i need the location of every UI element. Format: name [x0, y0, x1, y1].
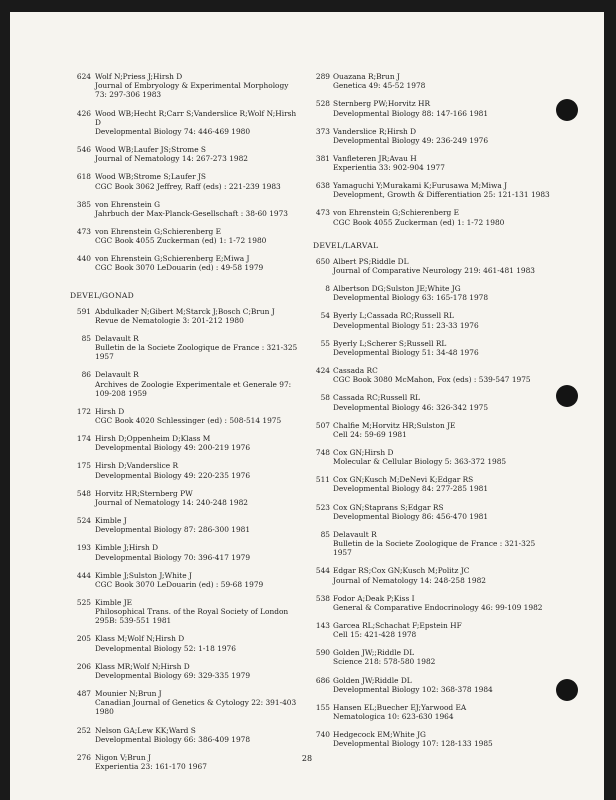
reference-entry	[313, 730, 553, 748]
reference-authors: Delavault R	[95, 333, 139, 343]
reference-citation: Developmental Biology 49: 200-219 1976	[95, 443, 251, 453]
reference-citation: Cell 24: 59-69 1981	[333, 429, 407, 439]
reference-citation: Development, Growth & Differentiation 25: 121-131 1983	[333, 190, 550, 200]
reference-authors: Ouazana R;Brun J	[333, 72, 400, 81]
reference-number: 624	[76, 72, 91, 81]
reference-number: 591	[76, 306, 91, 316]
reference-entry	[313, 154, 553, 172]
reference-number: 155	[315, 702, 330, 712]
reference-entry	[313, 475, 553, 493]
reference-number: 172	[76, 406, 91, 416]
reference-citation: Developmental Biology 86: 456-470 1981	[333, 511, 489, 521]
reference-citation: CGC Book 3080 McMahon, Fox (eds) : 539-547 1975	[333, 375, 531, 385]
reference-number: 487	[76, 689, 91, 699]
reference-citation: Experientia 23: 161-170 1967	[95, 762, 207, 772]
reference-citation: Journal of Comparative Neurology 219: 461-481 1983	[333, 266, 536, 276]
reference-authors: von Ehrenstein G	[95, 199, 161, 209]
reference-authors: Byerly L;Scherer S;Russell RL	[333, 338, 447, 348]
reference-citation: Experientia 33: 902-904 1977	[333, 163, 445, 173]
left-column	[70, 72, 302, 780]
reference-number: 524	[76, 516, 91, 526]
reference-citation: Cell 15: 421-428 1978	[333, 630, 417, 640]
reference-authors: Hirsh D	[95, 406, 125, 416]
reference-citation: Developmental Biology 102: 368-378 1984	[333, 684, 493, 694]
reference-authors: Hansen EL;Buecher EJ;Yarwood EA	[333, 702, 467, 712]
reference-entry	[70, 461, 302, 479]
reference-authors: Cassada RC;Russell RL	[333, 393, 421, 403]
reference-number: 507	[315, 420, 330, 430]
reference-authors: Chalfie M;Horvitz HR;Sulston JE	[333, 420, 456, 430]
reference-citation: Genetica 49: 45-52 1978	[333, 81, 426, 91]
reference-citation: Journal of Nematology 14: 267-273 1982	[95, 154, 248, 164]
reference-authors: Wood WB;Strome S;Laufer JS	[95, 172, 206, 182]
reference-authors: Albert PS;Riddle DL	[333, 256, 409, 266]
reference-number: 385	[76, 199, 91, 209]
reference-citation: Journal of Embryology & Experimental Morphology 73: 297-306 1983	[95, 81, 289, 100]
reference-number: 58	[320, 393, 330, 403]
reference-citation: Developmental Biology 74: 446-469 1980	[95, 126, 251, 136]
reference-entry	[313, 72, 553, 90]
reference-citation: Bulletin de la Societe Zoologique de France : 321-325 1957	[333, 539, 536, 558]
reference-citation: CGC Book 4055 Zuckerman (ed) 1: 1-72 1980	[333, 217, 505, 227]
binder-hole	[556, 679, 578, 701]
reference-entry	[70, 200, 302, 218]
reference-citation: Revue de Nematologie 3: 201-212 1980	[95, 315, 244, 325]
reference-number: 381	[315, 153, 330, 163]
reference-citation: Developmental Biology 49: 220-235 1976	[95, 470, 251, 480]
reference-number: 618	[76, 172, 91, 182]
reference-number: 650	[315, 256, 330, 266]
section-heading-devel-larval: DEVEL/LARVAL	[313, 240, 379, 250]
reference-entry	[313, 127, 553, 145]
reference-authors: Hedgecock EM;White JG	[333, 730, 426, 740]
reference-entry	[70, 109, 302, 137]
reference-entry	[313, 566, 553, 584]
reference-authors: Wolf N;Priess J;Hirsh D	[95, 72, 183, 81]
reference-number: 511	[315, 475, 330, 485]
reference-number: 638	[315, 181, 330, 191]
reference-number: 426	[76, 108, 91, 118]
reference-authors: Kimble J	[95, 516, 127, 526]
reference-number: 276	[76, 752, 91, 762]
reference-number: 544	[315, 566, 330, 576]
reference-entry	[70, 407, 302, 425]
reference-citation: Developmental Biology 87: 286-300 1981	[95, 525, 251, 535]
reference-entry	[313, 676, 553, 694]
reference-number: 748	[315, 447, 330, 457]
reference-entry	[313, 284, 553, 302]
reference-number: 175	[76, 461, 91, 471]
reference-authors: Delavault R	[95, 370, 139, 380]
reference-authors: Klass MR;Wolf N;Hirsh D	[95, 661, 190, 671]
reference-authors: Golden JW;Riddle DL	[333, 675, 412, 685]
reference-authors: Kimble JE	[95, 597, 133, 607]
reference-authors: Horvitz HR;Sternberg PW	[95, 488, 193, 498]
reference-number: 85	[320, 529, 330, 539]
reference-citation: CGC Book 4020 Schlessinger (ed) : 508-514 1975	[95, 416, 282, 426]
reference-number: 473	[76, 226, 91, 236]
reference-number: 85	[81, 333, 91, 343]
reference-number: 546	[76, 145, 91, 154]
reference-citation: Developmental Biology 107: 128-133 1985	[333, 739, 493, 749]
reference-number: 86	[81, 370, 91, 380]
reference-citation: CGC Book 4055 Zuckerman (ed) 1: 1-72 1980	[95, 236, 267, 246]
reference-entry	[313, 181, 553, 199]
reference-citation: Archives de Zoologie Experimentale et Generale 97: 109-208 1959	[95, 379, 292, 398]
reference-number: 440	[76, 254, 91, 264]
reference-citation: Bulletin de la Societe Zoologique de France : 321-325 1957	[95, 343, 298, 362]
reference-authors: Edgar RS;Cox GN;Kusch M;Politz JC	[333, 566, 470, 576]
reference-authors: Golden JW;;Riddle DL	[333, 648, 415, 658]
reference-entry	[70, 307, 302, 325]
reference-citation: Jahrbuch der Max-Planck-Gesellschaft : 38-60 1973	[95, 208, 289, 218]
page-number: 28	[301, 754, 313, 763]
reference-authors: Vanderslice R;Hirsh D	[333, 126, 417, 136]
reference-number: 289	[315, 72, 330, 81]
reference-citation: General & Comparative Endocrinology 46: 99-109 1982	[333, 602, 543, 612]
reference-citation: Developmental Biology 66: 386-409 1978	[95, 734, 251, 744]
right-column	[313, 72, 553, 757]
reference-citation: Nematologica 10: 623-630 1964	[333, 712, 454, 722]
reference-number: 523	[315, 502, 330, 512]
reference-number: 143	[315, 620, 330, 630]
reference-citation: Developmental Biology 88: 147-166 1981	[333, 108, 489, 118]
reference-entry	[70, 543, 302, 561]
reference-number: 528	[315, 99, 330, 109]
reference-number: 590	[315, 648, 330, 658]
reference-number: 525	[76, 597, 91, 607]
reference-authors: Albertson DG;Sulston JE;White JG	[333, 284, 461, 294]
reference-number: 373	[315, 126, 330, 136]
reference-authors: Kimble J;Hirsh D	[95, 543, 159, 553]
reference-entry	[70, 571, 302, 589]
reference-authors: Cox GN;Staprans S;Edgar RS	[333, 502, 444, 512]
reference-entry	[313, 621, 553, 639]
reference-authors: Byerly L;Cassada RC;Russell RL	[333, 311, 454, 321]
reference-entry	[313, 208, 553, 226]
reference-entry	[313, 393, 553, 411]
reference-number: 424	[315, 366, 330, 376]
reference-citation: Developmental Biology 63: 165-178 1978	[333, 293, 489, 303]
reference-entry	[313, 99, 553, 117]
reference-citation: Developmental Biology 84: 277-285 1981	[333, 484, 489, 494]
reference-authors: Nelson GA;Lew KK;Ward S	[95, 725, 196, 735]
reference-authors: Fodor A;Deak P;Kiss I	[333, 593, 415, 603]
reference-entry	[70, 489, 302, 507]
reference-authors: Hirsh D;Vanderslice R	[95, 461, 179, 471]
reference-number: 444	[76, 570, 91, 580]
left-entries-section	[70, 307, 302, 772]
right-entries-section	[313, 257, 553, 749]
reference-citation: Developmental Biology 51: 23-33 1976	[333, 320, 479, 330]
reference-entry	[70, 72, 302, 100]
reference-number: 740	[315, 730, 330, 740]
reference-number: 54	[320, 311, 330, 321]
reference-entry	[70, 254, 302, 272]
reference-entry	[313, 257, 553, 275]
reference-authors: Garcea RL;Schachat F;Epstein HF	[333, 620, 462, 630]
reference-number: 55	[320, 338, 330, 348]
reference-authors: Cox GN;Kusch M;DeNevi K;Edgar RS	[333, 475, 474, 485]
reference-authors: Klass M;Wolf N;Hirsh D	[95, 634, 185, 644]
reference-authors: von Ehrenstein G;Schierenberg E;Miwa J	[95, 254, 250, 264]
reference-entry	[70, 145, 302, 163]
reference-authors: Yamaguchi Y;Murakami K;Furusawa M;Miwa J	[333, 181, 508, 191]
reference-number: 473	[315, 208, 330, 218]
reference-entry	[70, 227, 302, 245]
reference-authors: Sternberg PW;Horvitz HR	[333, 99, 431, 109]
reference-entry	[313, 339, 553, 357]
section-heading-devel-gonad: DEVEL/GONAD	[70, 290, 135, 300]
reference-citation: Journal of Nematology 14: 248-258 1982	[333, 575, 486, 585]
reference-citation: Molecular & Cellular Biology 5: 363-372 1985	[333, 457, 507, 467]
reference-authors: Delavault R	[333, 529, 377, 539]
reference-number: 538	[315, 593, 330, 603]
reference-authors: Cox GN;Hirsh D	[333, 447, 394, 457]
reference-authors: Hirsh D;Oppenheim D;Klass M	[95, 434, 211, 444]
reference-citation: Philosophical Trans. of the Royal Society of London 295B: 539-551 1981	[95, 607, 289, 626]
reference-entry	[313, 648, 553, 666]
reference-number: 8	[325, 284, 330, 294]
right-entries-top	[313, 72, 553, 227]
reference-citation: Developmental Biology 69: 329-335 1979	[95, 670, 251, 680]
reference-entry	[70, 662, 302, 680]
reference-entry	[313, 503, 553, 521]
reference-citation: Developmental Biology 51: 34-48 1976	[333, 347, 479, 357]
reference-authors: Wood WB;Hecht R;Carr S;Vanderslice R;Wolf N;Hirsh D	[95, 108, 297, 127]
reference-citation: Developmental Biology 70: 396-417 1979	[95, 552, 251, 562]
binder-hole	[556, 99, 578, 121]
reference-entry	[313, 311, 553, 329]
reference-entry	[313, 703, 553, 721]
reference-authors: Kimble J;Sulston J;White J	[95, 570, 192, 580]
reference-number: 174	[76, 434, 91, 444]
reference-entry	[313, 594, 553, 612]
reference-number: 548	[76, 488, 91, 498]
reference-entry	[70, 689, 302, 717]
reference-entry	[70, 172, 302, 190]
reference-authors: Mounier N;Brun J	[95, 689, 162, 699]
reference-citation: Canadian Journal of Genetics & Cytology 22: 391-403 1980	[95, 698, 297, 717]
reference-entry	[313, 448, 553, 466]
reference-citation: Science 218: 578-580 1982	[333, 657, 436, 667]
reference-citation: Developmental Biology 49: 236-249 1976	[333, 135, 489, 145]
reference-citation: Journal of Nematology 14: 240-248 1982	[95, 497, 248, 507]
reference-citation: CGC Book 3062 Jeffrey, Raff (eds) : 221-239 1983	[95, 181, 281, 191]
reference-entry	[70, 634, 302, 652]
document-page	[10, 12, 604, 800]
reference-entry	[70, 434, 302, 452]
reference-number: 206	[76, 661, 91, 671]
reference-entry	[313, 366, 553, 384]
reference-citation: CGC Book 3070 LeDouarin (ed) : 49-58 1979	[95, 263, 264, 273]
reference-authors: Vanfleteren JR;Avau H	[333, 153, 417, 163]
reference-citation: Developmental Biology 46: 326-342 1975	[333, 402, 489, 412]
reference-number: 686	[315, 675, 330, 685]
reference-entry	[313, 530, 553, 558]
reference-entry	[70, 334, 302, 362]
reference-authors: von Ehrenstein G;Schierenberg E	[95, 226, 222, 236]
reference-authors: Wood WB;Laufer JS;Strome S	[95, 145, 206, 154]
reference-citation: CGC Book 3070 LeDouarin (ed) : 59-68 1979	[95, 579, 264, 589]
reference-entry	[70, 598, 302, 626]
reference-authors: Cassada RC	[333, 366, 378, 376]
binder-hole	[556, 385, 578, 407]
reference-authors: Abdulkader N;Gibert M;Starck J;Bosch C;Brun J	[95, 306, 275, 316]
reference-authors: Nigon V;Brun J	[95, 752, 151, 762]
reference-authors: von Ehrenstein G;Schierenberg E	[333, 208, 460, 218]
reference-number: 205	[76, 634, 91, 644]
reference-number: 193	[76, 543, 91, 553]
reference-citation: Developmental Biology 52: 1-18 1976	[95, 643, 236, 653]
left-entries-top	[70, 72, 302, 273]
reference-entry	[70, 370, 302, 398]
reference-entry	[70, 516, 302, 534]
reference-entry	[70, 726, 302, 744]
reference-entry	[313, 421, 553, 439]
reference-number: 252	[76, 725, 91, 735]
